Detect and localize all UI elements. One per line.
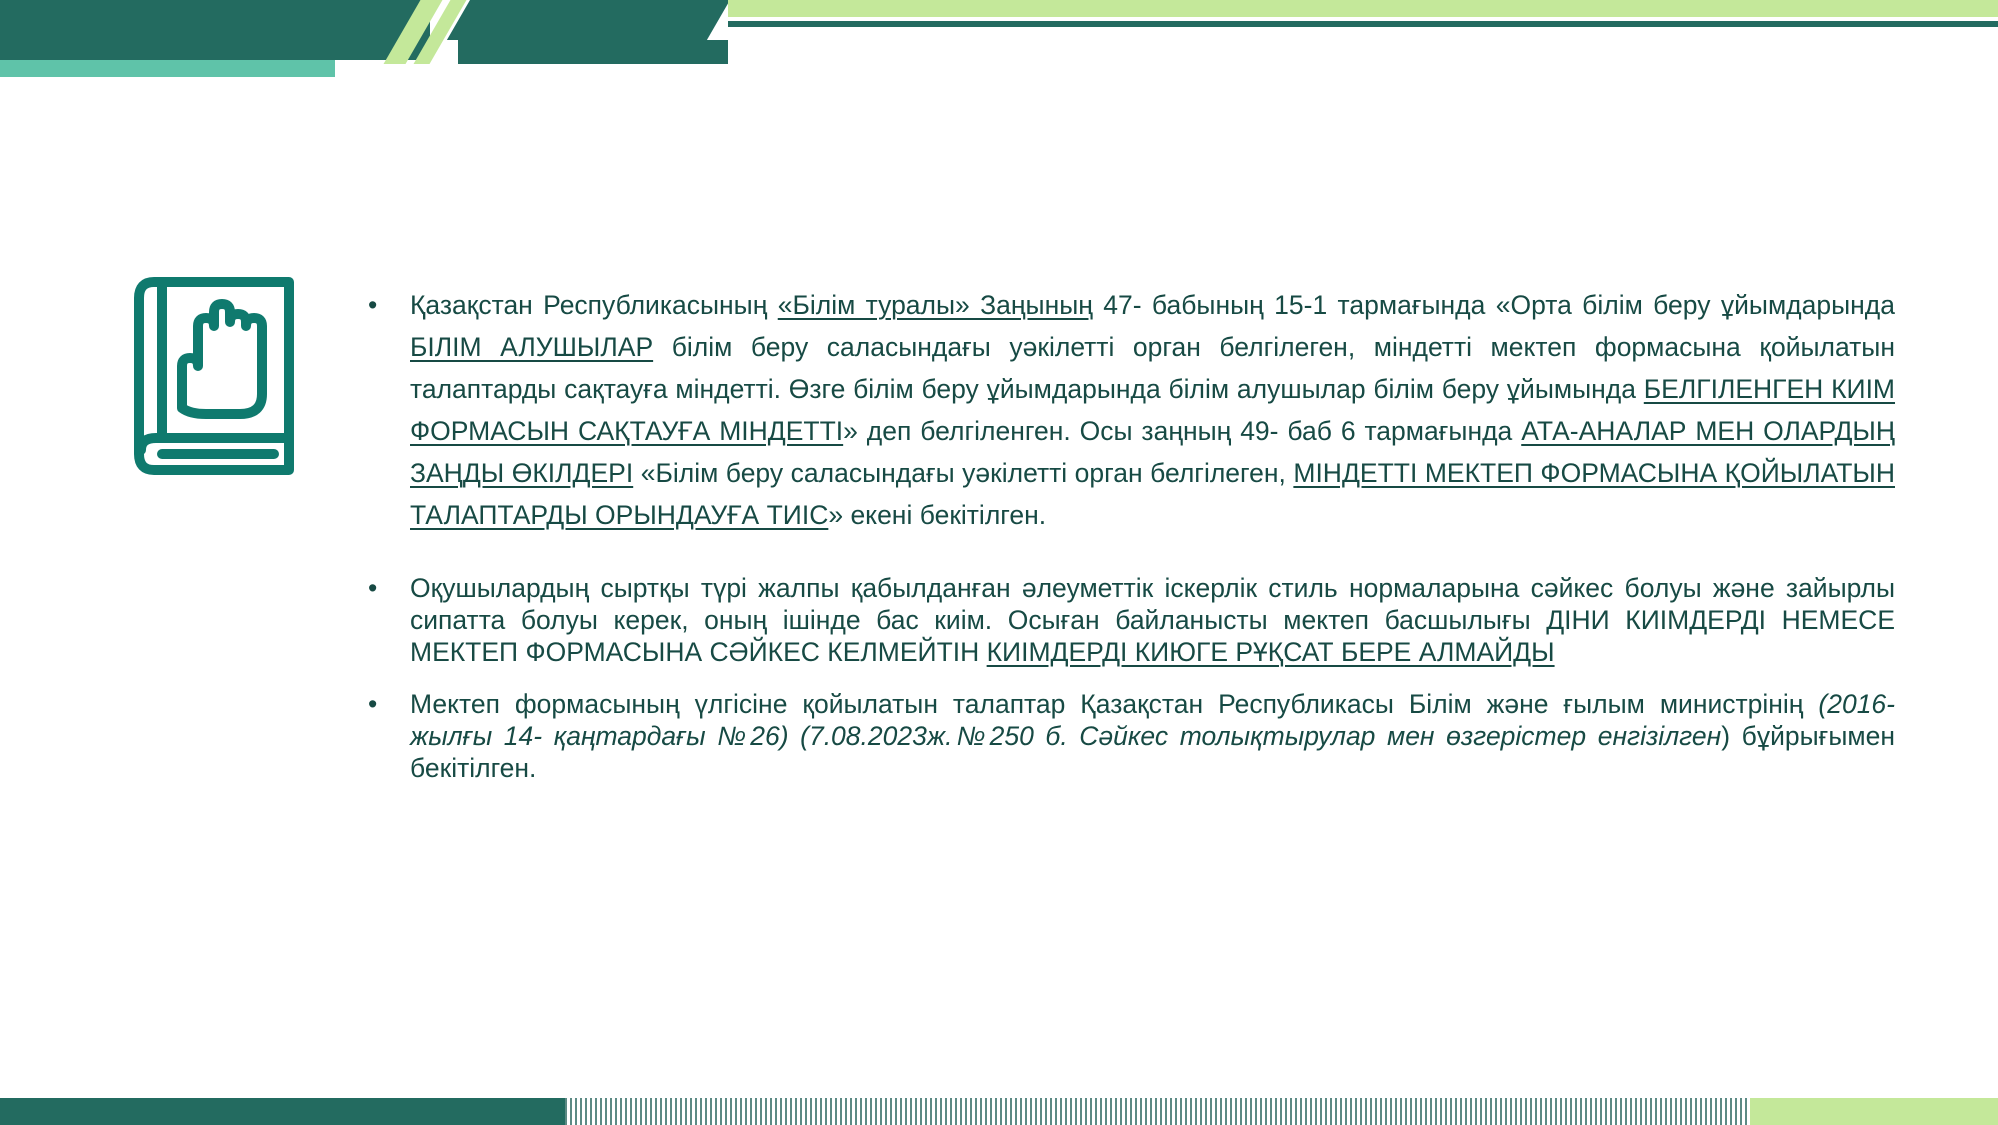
text-run: Оқушылардың сыртқы түрі жалпы қабылданған әлеуметтік іскерлік стиль нормаларына сәйкес болуы және зайырлы сипатта болуы керек, оның ішінде бас киім. Осыған байланысты мектеп басшылығы ДІНИ КИІМДЕРДІ НЕМЕСЕ МЕКТЕП ФОРМАСЫНА СӘЙКЕС КЕЛМЕЙТІН	[410, 573, 1895, 667]
text-run: 47- бабының 15-1 тармағында «Орта білім беру ұйымдарында	[1092, 290, 1895, 320]
footer-band-light	[1750, 1098, 1998, 1125]
underlined-text: БЕЛГІЛЕНГЕН КИІМ ФОРМАСЫН САҚТАУҒА МІНДЕТТІ	[410, 374, 1896, 446]
footer-band-dark	[0, 1098, 565, 1125]
footer-band-hatched	[565, 1098, 1750, 1125]
header-line-dark	[728, 21, 1998, 27]
underlined-text: АТА-АНАЛАР МЕН ОЛАРДЫҢ ЗАҢДЫ ӨКІЛДЕРІ	[410, 416, 1895, 488]
text-run: » деп белгіленген. Осы заңның 49- баб 6 тармағында	[843, 416, 1522, 446]
text-run: » екені бекітілген.	[828, 500, 1047, 530]
underlined-text: БІЛІМ АЛУШЫЛАР	[410, 332, 654, 362]
text-run: білім беру саласындағы уәкілетті орган белгілеген, міндетті мектеп формасына қойылатын талаптарды сақтауға міндетті. Өзге білім беру ұйымдарында білім алушылар білім беру ұйымында	[410, 332, 1895, 404]
text-run: «Білім беру саласындағы уәкілетті орган белгілеген,	[633, 458, 1294, 488]
underlined-text: МІНДЕТТІ МЕКТЕП ФОРМАСЫНА ҚОЙЫЛАТЫН ТАЛАПТАРДЫ ОРЫНДАУҒА ТИІС	[410, 458, 1895, 530]
header-band-dark	[0, 0, 430, 60]
body-text	[410, 284, 1895, 784]
bullet-item-law-article	[410, 284, 1895, 536]
text-run: Қазақстан Республикасының	[410, 290, 778, 320]
text-run: ) бұйрығымен бекітілген.	[410, 721, 1895, 783]
italic-text: (2016- жылғы 14- қаңтардағы №26) (7.08.2023ж.№250 б. Сәйкес толықтырулар мен өзгерістер енгізілген	[410, 689, 1895, 751]
underlined-text: «Білім туралы» Заңының	[777, 290, 1093, 320]
header-band-mint	[0, 60, 335, 77]
underlined-text: КИІМДЕРДІ КИЮГЕ РҰҚСАТ БЕРЕ АЛМАЙДЫ	[986, 637, 1555, 667]
bullet-list	[410, 284, 1895, 784]
text-run: Мектеп формасының үлгісіне қойылатын талаптар Қазақстан Республикасы Білім және ғылым министрінің	[410, 689, 1819, 719]
header-band-dark-lower	[458, 40, 728, 64]
bullet-item-uniform-requirements	[410, 688, 1895, 784]
header-line-light	[728, 0, 1998, 17]
bullet-item-appearance	[410, 572, 1895, 668]
book-hand-icon	[134, 276, 296, 476]
header-band-dark-angled	[447, 0, 730, 40]
